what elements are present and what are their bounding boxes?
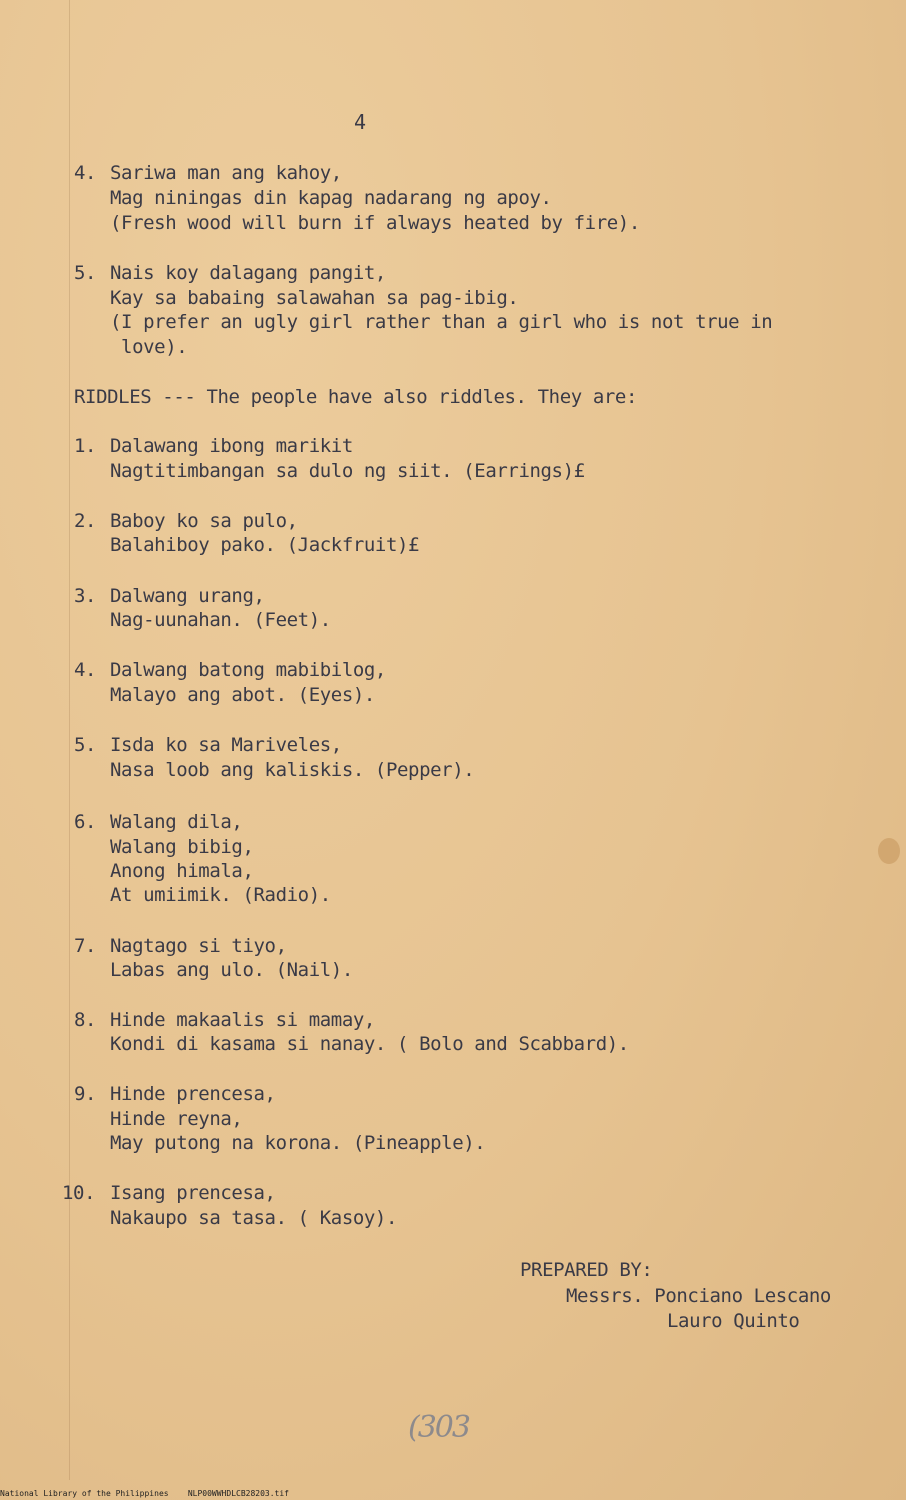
proverb-line: love). (110, 336, 188, 358)
riddle-number: 10. (62, 1182, 96, 1204)
proverb-number: 4. (74, 162, 97, 184)
riddle-line: Malayo ang abot. (Eyes). (110, 684, 375, 706)
riddle-line: Isang prencesa, (110, 1182, 276, 1204)
archive-footer: National Library of the Philippines NLP00WWHDLCB28203.tif (0, 1489, 289, 1498)
riddle-line: Dalwang urang, (110, 585, 265, 607)
riddle-line: Nag-uunahan. (Feet). (110, 609, 331, 631)
proverb-line: Sariwa man ang kahoy, (110, 162, 342, 184)
riddle-number: 7. (74, 935, 97, 957)
riddle-line: Nakaupo sa tasa. ( Kasoy). (110, 1207, 398, 1229)
prepared-by-names: Lauro Quinto (667, 1310, 800, 1332)
riddle-line: Nagtago si tiyo, (110, 935, 287, 957)
riddle-number: 9. (74, 1083, 97, 1105)
riddle-number: 5. (74, 734, 97, 756)
riddle-number: 6. (74, 811, 97, 833)
riddle-line: Walang dila, (110, 811, 243, 833)
proverb-line: (Fresh wood will burn if always heated by fire). (110, 212, 640, 234)
proverb-line: Mag niningas din kapag nadarang ng apoy. (110, 187, 552, 209)
riddle-line: Walang bibig, (110, 836, 254, 858)
riddle-number: 1. (74, 435, 97, 457)
riddle-line: Nasa loob ang kaliskis. (Pepper). (110, 759, 475, 781)
proverb-line: (I prefer an ugly girl rather than a girl who is not true in (110, 311, 773, 333)
riddle-number: 2. (74, 510, 97, 532)
prepared-by-names: Messrs. Ponciano Lescano (566, 1285, 831, 1307)
riddle-line: Baboy ko sa pulo, (110, 510, 298, 532)
handwritten-page-number: (303 (408, 1410, 469, 1445)
proverb-number: 5. (74, 262, 97, 284)
riddle-number: 4. (74, 659, 97, 681)
riddle-line: Nagtitimbangan sa dulo ng siit. (Earrings)£ (110, 460, 585, 482)
riddle-line: Hinde prencesa, (110, 1083, 276, 1105)
riddle-line: Dalawang ibong marikit (110, 435, 353, 457)
riddle-line: Anong himala, (110, 860, 254, 882)
riddle-line: Kondi di kasama si nanay. ( Bolo and Scabbard). (110, 1033, 629, 1055)
riddle-number: 3. (74, 585, 97, 607)
prepared-by-label: PREPARED BY: (520, 1259, 653, 1281)
riddle-line: Isda ko sa Mariveles, (110, 734, 342, 756)
page-number: 4 (354, 110, 366, 134)
riddle-line: Hinde makaalis si mamay, (110, 1009, 375, 1031)
riddles-heading: RIDDLES --- The people have also riddles. They are: (74, 386, 637, 408)
riddle-line: May putong na korona. (Pineapple). (110, 1132, 486, 1154)
proverb-line: Nais koy dalagang pangit, (110, 262, 386, 284)
proverb-line: Kay sa babaing salawahan sa pag-ibig. (110, 287, 519, 309)
riddle-line: At umiimik. (Radio). (110, 884, 331, 906)
paper-stain (878, 838, 900, 864)
margin-line (69, 0, 70, 1480)
riddle-number: 8. (74, 1009, 97, 1031)
riddle-line: Labas ang ulo. (Nail). (110, 959, 353, 981)
riddle-line: Dalwang batong mabibilog, (110, 659, 386, 681)
riddle-line: Balahiboy pako. (Jackfruit)£ (110, 534, 420, 556)
riddle-line: Hinde reyna, (110, 1108, 243, 1130)
